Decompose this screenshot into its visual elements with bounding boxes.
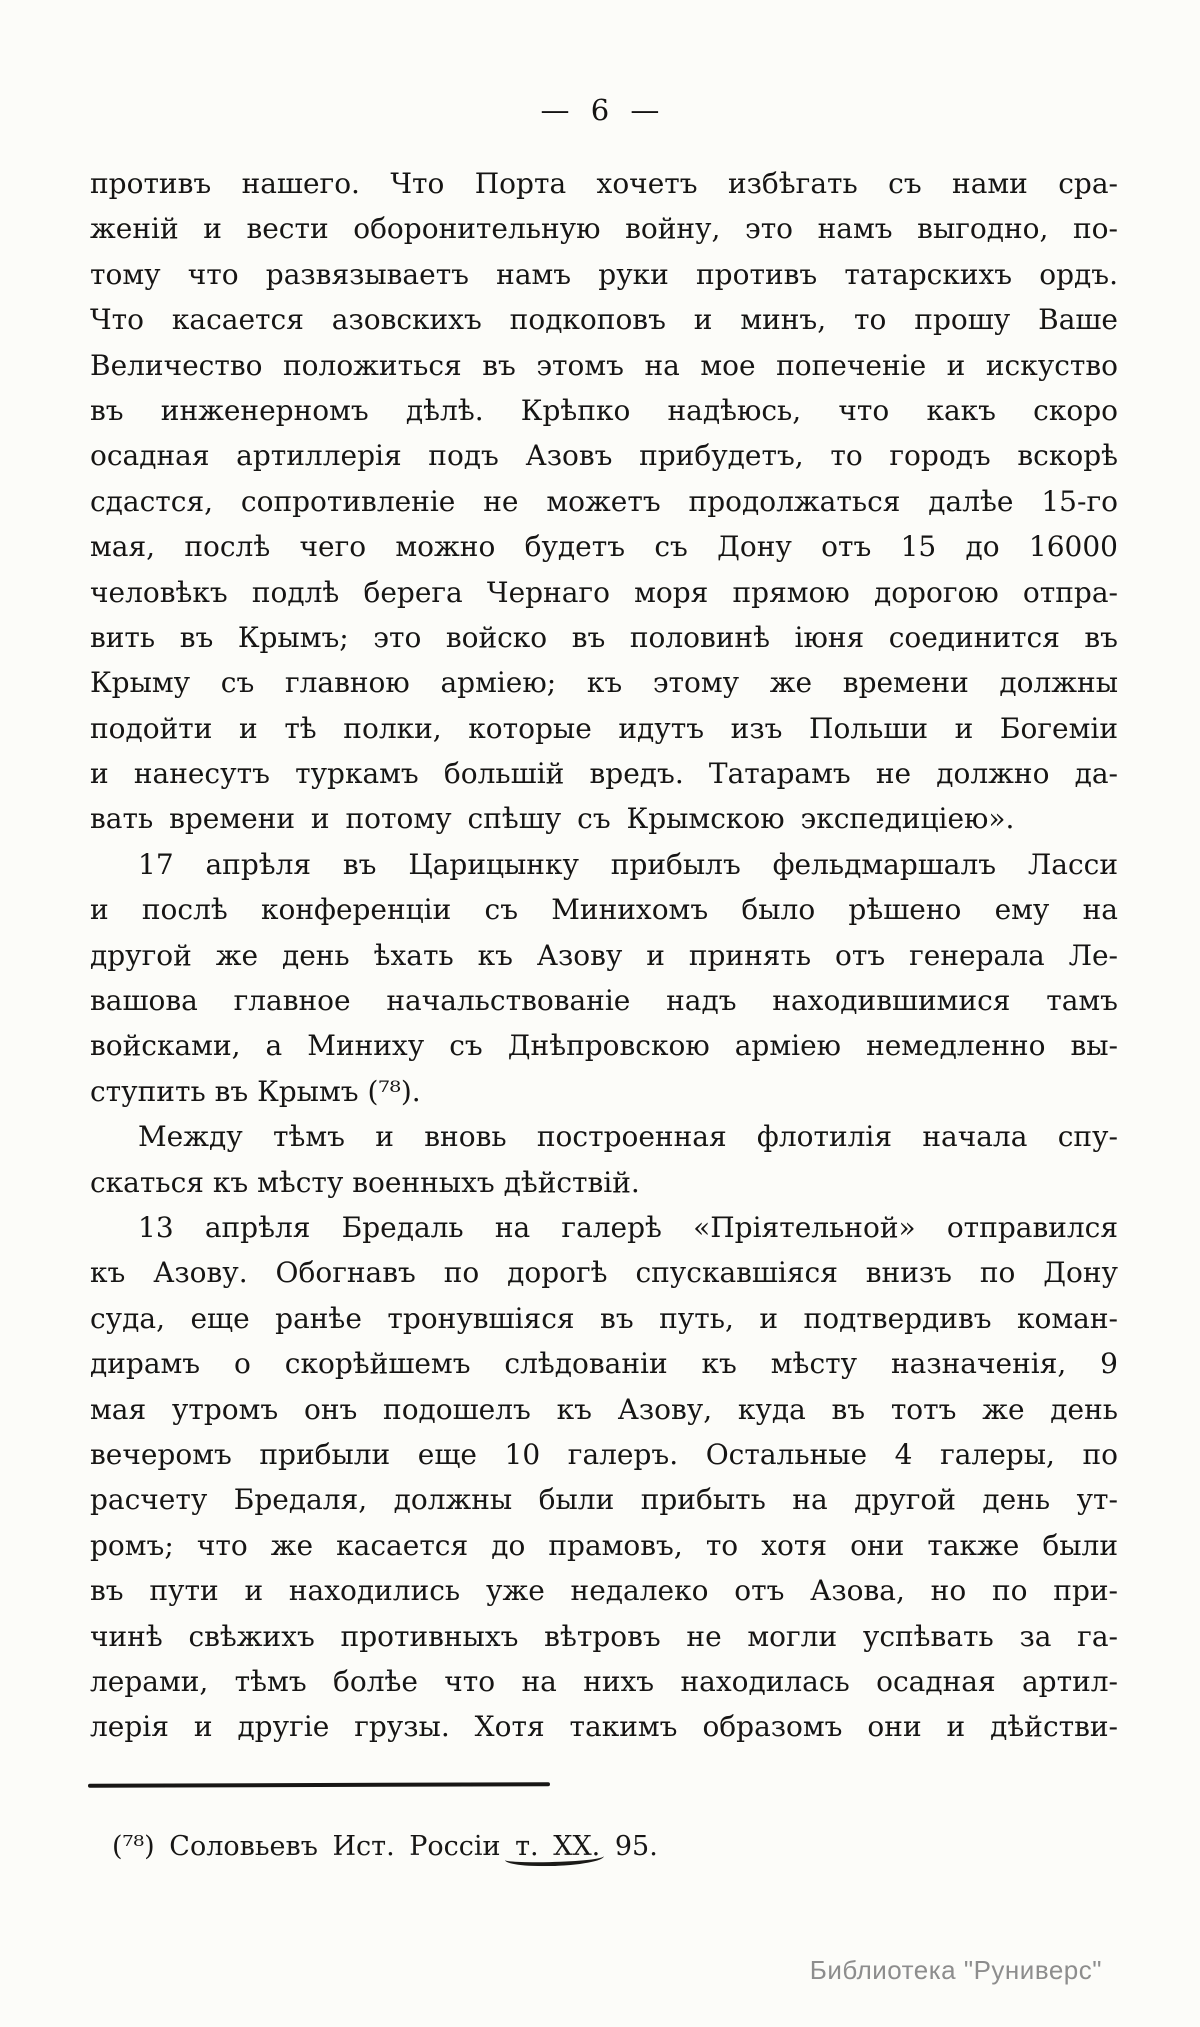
text-line: вить въ Крымъ; это войско въ половинѣ іюня соединится въ xyxy=(90,620,1118,654)
text-line: Между тѣмъ и вновь построенная флотилія начала спу- xyxy=(138,1120,1118,1154)
text-line: лерами, тѣмъ болѣе что на нихъ находилась осадная артил- xyxy=(90,1664,1118,1698)
text-line: ромъ; что же касается до прамовъ, то хотя они также были xyxy=(90,1528,1118,1562)
text-line: противъ нашего. Что Порта хочетъ избѣгать съ нами сра- xyxy=(90,167,1118,200)
text-line: лерія и другіе грузы. Хотя такимъ образомъ они и дѣйстви- xyxy=(90,1710,1118,1744)
text-line: расчету Бредаля, должны были прибыть на другой день ут- xyxy=(90,1483,1118,1517)
text-line: мая утромъ онъ подошелъ къ Азову, куда въ тотъ же день xyxy=(90,1392,1118,1426)
text-line: къ Азову. Обогнавъ по дорогѣ спускавшіяся внизъ по Дону xyxy=(90,1256,1118,1290)
library-watermark: Библиотека "Руниверс" xyxy=(809,1955,1102,1985)
text-line: вечеромъ прибыли еще 10 галеръ. Остальные 4 галеры, по xyxy=(90,1437,1118,1471)
footnote-page-ref: 95. xyxy=(600,1831,658,1862)
text-line: мая, послѣ чего можно будетъ съ Дону отъ 15 до 16000 xyxy=(90,530,1118,564)
text-line: 13 апрѣля Бредаль на галерѣ «Пріятельной» отправился xyxy=(138,1210,1118,1244)
body-text xyxy=(90,161,1118,1750)
text-line: въ инженерномъ дѣлѣ. Крѣпко надѣюсь, что какъ скоро xyxy=(90,393,1118,427)
footnote-marker: (⁷⁸) xyxy=(112,1831,155,1862)
text-line: въ пути и находились уже недалеко отъ Азова, но по при- xyxy=(90,1574,1118,1608)
text-line: сдастся, сопротивленіе не можетъ продолжаться далѣе 15-го xyxy=(90,484,1118,518)
text-line: дирамъ о скорѣйшемъ слѣдованіи къ мѣсту назначенія, 9 xyxy=(90,1347,1118,1381)
footnote xyxy=(112,1831,658,1862)
text-line: человѣкъ подлѣ берега Чернаго моря прямою дорогою отпра- xyxy=(90,575,1118,609)
text-line: 17 апрѣля въ Царицынку прибылъ фельдмаршалъ Ласси xyxy=(138,847,1118,881)
footnote-text: Соловьевъ Ист. Россіи xyxy=(154,1831,516,1862)
text-line: вашова главное начальствованіе надъ находившимися тамъ xyxy=(90,984,1118,1018)
text-line: Величество положиться въ этомъ на мое попеченіе и искуство xyxy=(90,348,1118,382)
text-line: чинѣ свѣжихъ противныхъ вѣтровъ не могли успѣвать за га- xyxy=(90,1619,1118,1653)
footnote-volume-underlined: т. XX. xyxy=(515,1831,601,1862)
text-line: и нанесутъ туркамъ большій вредъ. Татарамъ не должно да- xyxy=(90,757,1118,791)
text-line: суда, еще ранѣе тронувшіяся въ путь, и подтвердивъ коман- xyxy=(90,1301,1118,1335)
text-line: другой же день ѣхать къ Азову и принять отъ генерала Ле- xyxy=(90,938,1118,972)
text-line: подойти и тѣ полки, которые идутъ изъ Польши и Богеміи xyxy=(90,711,1118,745)
text-line: Что касается азовскихъ подкоповъ и минъ, то прошу Ваше xyxy=(90,303,1118,337)
page-number: — 6 — xyxy=(540,93,660,127)
text-line: ступить въ Крымъ (⁷⁸). xyxy=(90,1074,421,1108)
text-line: тому что развязываетъ намъ руки противъ татарскихъ ордъ. xyxy=(90,257,1118,291)
footnote-separator xyxy=(88,1782,550,1788)
text-line: Крыму съ главною арміею; къ этому же времени должны xyxy=(90,666,1118,700)
text-line: скаться къ мѣсту военныхъ дѣйствій. xyxy=(90,1165,640,1199)
text-line: вать времени и потому спѣшу съ Крымскою экспедиціею». xyxy=(90,802,1015,836)
text-line: осадная артиллерія подъ Азовъ прибудетъ, то городъ вскорѣ xyxy=(90,439,1118,473)
text-line: войсками, а Миниху съ Днѣпровскою арміею немедленно вы- xyxy=(90,1029,1118,1063)
text-line: и послѣ конференціи съ Минихомъ было рѣшено ему на xyxy=(90,893,1118,927)
text-line: женій и вести оборонительную войну, это намъ выгодно, по- xyxy=(90,212,1118,246)
